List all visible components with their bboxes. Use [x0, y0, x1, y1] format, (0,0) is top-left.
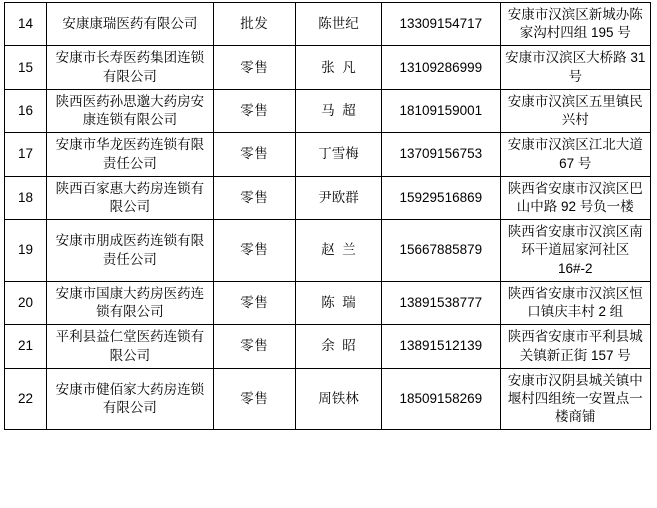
cell-index: 16: [5, 89, 47, 132]
table-row: [5, 368, 651, 430]
cell-address: 安康市汉滨区江北大道 67 号: [500, 133, 651, 176]
cell-company-name: 安康市朋成医药连锁有限责任公司: [47, 220, 214, 282]
cell-address: 安康市汉阴县城关镇中堰村四组统一安置点一楼商铺: [500, 368, 651, 430]
cell-address: 安康市汉滨区大桥路 31 号: [500, 46, 651, 89]
cell-contact-person: 尹欧群: [295, 176, 381, 219]
table-row: [5, 133, 651, 176]
pharmacy-registry-table: [4, 2, 651, 430]
table-row: [5, 325, 651, 368]
cell-business-type: 零售: [213, 89, 295, 132]
cell-contact-person: 陈世纪: [295, 3, 381, 46]
cell-business-type: 批发: [213, 3, 295, 46]
cell-phone: 15667885879: [382, 220, 500, 282]
cell-company-name: 陕西医药孙思邈大药房安康连锁有限公司: [47, 89, 214, 132]
cell-address: 安康市汉滨区五里镇民兴村: [500, 89, 651, 132]
cell-company-name: 安康市长寿医药集团连锁有限公司: [47, 46, 214, 89]
table-row: [5, 3, 651, 46]
cell-index: 17: [5, 133, 47, 176]
cell-contact-person: 张凡: [295, 46, 381, 89]
table-row: [5, 46, 651, 89]
cell-index: 21: [5, 325, 47, 368]
cell-contact-person: 陈瑞: [295, 281, 381, 324]
cell-index: 14: [5, 3, 47, 46]
cell-business-type: 零售: [213, 220, 295, 282]
cell-address: 安康市汉滨区新城办陈家沟村四组 195 号: [500, 3, 651, 46]
cell-business-type: 零售: [213, 176, 295, 219]
cell-phone: 13891512139: [382, 325, 500, 368]
cell-company-name: 平利县益仁堂医药连锁有限公司: [47, 325, 214, 368]
cell-company-name: 陕西百家惠大药房连锁有限公司: [47, 176, 214, 219]
cell-index: 18: [5, 176, 47, 219]
table-row: [5, 281, 651, 324]
cell-contact-person: 马超: [295, 89, 381, 132]
cell-contact-person: 丁雪梅: [295, 133, 381, 176]
cell-phone: 13109286999: [382, 46, 500, 89]
cell-phone: 13709156753: [382, 133, 500, 176]
cell-index: 20: [5, 281, 47, 324]
cell-phone: 18509158269: [382, 368, 500, 430]
cell-phone: 13309154717: [382, 3, 500, 46]
table-body: [5, 3, 651, 430]
cell-phone: 13891538777: [382, 281, 500, 324]
cell-contact-person: 余昭: [295, 325, 381, 368]
cell-address: 陕西省安康市平利县城关镇新正街 157 号: [500, 325, 651, 368]
cell-business-type: 零售: [213, 281, 295, 324]
cell-address: 陕西省安康市汉滨区恒口镇庆丰村 2 组: [500, 281, 651, 324]
cell-business-type: 零售: [213, 325, 295, 368]
cell-address: 陕西省安康市汉滨区南环干道屈家河社区 16#-2: [500, 220, 651, 282]
cell-phone: 18109159001: [382, 89, 500, 132]
cell-company-name: 安康市国康大药房医药连锁有限公司: [47, 281, 214, 324]
cell-contact-person: 赵兰: [295, 220, 381, 282]
document-page: [0, 2, 657, 508]
cell-company-name: 安康市华龙医药连锁有限责任公司: [47, 133, 214, 176]
cell-index: 19: [5, 220, 47, 282]
table-row: [5, 89, 651, 132]
cell-contact-person: 周铁林: [295, 368, 381, 430]
cell-business-type: 零售: [213, 133, 295, 176]
cell-phone: 15929516869: [382, 176, 500, 219]
table-row: [5, 176, 651, 219]
cell-company-name: 安康康瑞医药有限公司: [47, 3, 214, 46]
cell-business-type: 零售: [213, 46, 295, 89]
table-row: [5, 220, 651, 282]
cell-index: 15: [5, 46, 47, 89]
cell-company-name: 安康市健佰家大药房连锁有限公司: [47, 368, 214, 430]
cell-business-type: 零售: [213, 368, 295, 430]
cell-index: 22: [5, 368, 47, 430]
cell-address: 陕西省安康市汉滨区巴山中路 92 号负一楼: [500, 176, 651, 219]
